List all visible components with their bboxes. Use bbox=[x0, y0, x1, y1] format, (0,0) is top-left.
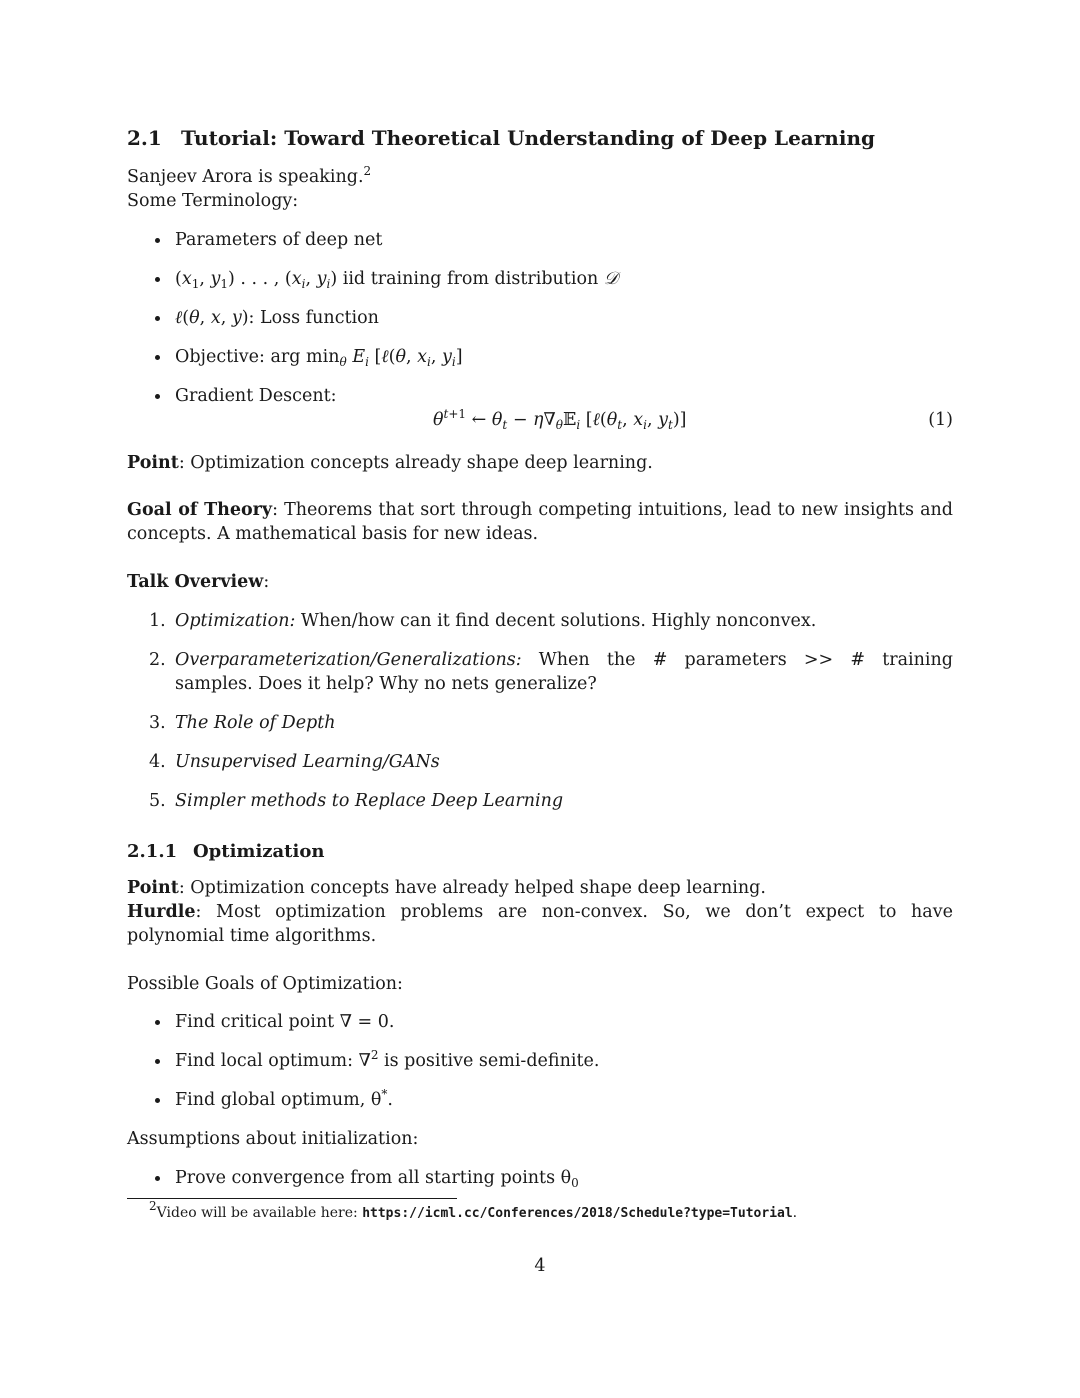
terminology-label: Some Terminology: bbox=[127, 191, 299, 211]
footnote-rule bbox=[127, 1198, 457, 1199]
point-label: Point bbox=[127, 453, 179, 473]
term-parameters: Parameters of deep net bbox=[175, 230, 383, 250]
bullet-icon bbox=[155, 1176, 160, 1181]
speaker-text: Sanjeev Arora is speaking. bbox=[127, 167, 364, 187]
bullet-icon bbox=[155, 355, 160, 360]
hurdle-paragraph: Hurdle: Most optimization problems are non-convex. So, we don’t expect to have polynomial time algorithms. bbox=[127, 902, 953, 946]
bullet-icon bbox=[155, 277, 160, 282]
subsection-title: Optimization bbox=[193, 841, 325, 862]
overview-label: Talk Overview bbox=[127, 572, 264, 592]
goal-text: : Theorems that sort through competing intuitions, lead to new insights and concepts. A mathematical basis for new ideas. bbox=[127, 500, 954, 544]
bullet-icon bbox=[155, 316, 160, 321]
term-loss: ℓ(θ, x, y): Loss function bbox=[175, 308, 379, 328]
point-text: : Optimization concepts already shape deep learning. bbox=[178, 453, 653, 473]
point-paragraph-2: Point: Optimization concepts have already helped shape deep learning. bbox=[127, 878, 766, 898]
bullet-icon bbox=[155, 394, 160, 399]
assumptions-heading: Assumptions about initialization: bbox=[127, 1129, 419, 1149]
section-heading bbox=[127, 126, 875, 152]
goals-heading: Possible Goals of Optimization: bbox=[127, 974, 403, 994]
bullet-icon bbox=[155, 1020, 160, 1025]
paper-page: 2.1 Tutorial: Toward Theoretical Understanding of Deep Learning Sanjeev Arora is speaking.$^2$ Some Terminology: Parameters of deep net ($x_1$, $y_1$) . . . , ($x_i$, $y_i$) iid training from distribution 𝒟 ℓ(θ, x, y): Loss function Objective: arg $\min_\theta E_i$ [ℓ(θ, $x_i$, $y_i$] Gradient Descent: $\theta^{t+1}$ ← $\theta_t$ − $\eta\nabla_\theta 𝔼_i$ [$\ell(\theta_t$, $x_i$, $y_t$)] (1) Point: Optimization concepts already shape deep learning. Goal of Theory: Theorems that sort through competing intuitions, lead to new insights and concepts. A mathematical basis for new ideas. Talk Overview: 1. Optimization: When/how can it find decent solutions. Highly nonconvex. 2. Overparameterization/Generalizations: When the # parameters >> # training samples. Does it help? Why no nets generalize? 3. The Role of Depth 4. Unsupervised Learning/GANs 5. Simpler methods to Replace Deep Learning 2.1.1 Optimization Point: Optimization concepts have already helped shape deep learning. Hurdle: Most optimization problems are non-convex. So, we don’t expect to have polynomial time algorithms. Possible Goals of Optimization: Find critical point ∇ = 0. Find local optimum: ∇$^2$ is positive semi-definite. Find global optimum, θ*. Assumptions about initialization: Prove convergence from all starting points $\theta_0$ $^2$Video will be available here: https://icml.cc/Conferences/2018/Schedule?type=Tutorial. 4 bbox=[127, 126, 954, 1276]
section-number: 2.1 bbox=[127, 126, 162, 150]
section-title: Tutorial: Toward Theoretical Understanding of Deep Learning bbox=[181, 126, 875, 150]
equation-body: $\theta^{t+1}$ ← $\theta_t$ − $\eta\nabla_\theta 𝔼_i$ [$\ell(\theta_t$, $x_i$, $y_t$)] bbox=[433, 407, 687, 432]
footnote-link[interactable]: https://icml.cc/Conferences/2018/Schedule?type=Tutorial bbox=[362, 1206, 793, 1221]
footnote-ref[interactable]: 2 bbox=[363, 164, 372, 178]
speaker-line bbox=[127, 165, 371, 189]
term-gradient-descent: Gradient Descent: bbox=[175, 386, 337, 406]
footnote: $^2$Video will be available here: https://icml.cc/Conferences/2018/Schedule?type=Tutorial. bbox=[149, 1199, 798, 1221]
term-training-data: ($x_1$, $y_1$) . . . , ($x_i$, $y_i$) iid training from distribution 𝒟 bbox=[175, 269, 618, 291]
goal-paragraph bbox=[127, 498, 953, 546]
bullet-icon bbox=[155, 1059, 160, 1064]
bullet-icon bbox=[155, 238, 160, 243]
point-paragraph bbox=[127, 451, 953, 475]
footnote-mark: 2 bbox=[149, 1199, 157, 1213]
equation-number: (1) bbox=[928, 410, 953, 430]
goal-label: Goal of Theory bbox=[127, 500, 273, 520]
subsection-heading bbox=[127, 840, 324, 864]
term-objective: Objective: arg $\min_\theta E_i$ [ℓ(θ, $x_i$, $y_i$] bbox=[175, 347, 463, 369]
subsection-number: 2.1.1 bbox=[127, 841, 178, 862]
overview-heading: Talk Overview: bbox=[127, 572, 270, 592]
page-number: 4 bbox=[534, 1256, 546, 1276]
bullet-icon bbox=[155, 1098, 160, 1103]
